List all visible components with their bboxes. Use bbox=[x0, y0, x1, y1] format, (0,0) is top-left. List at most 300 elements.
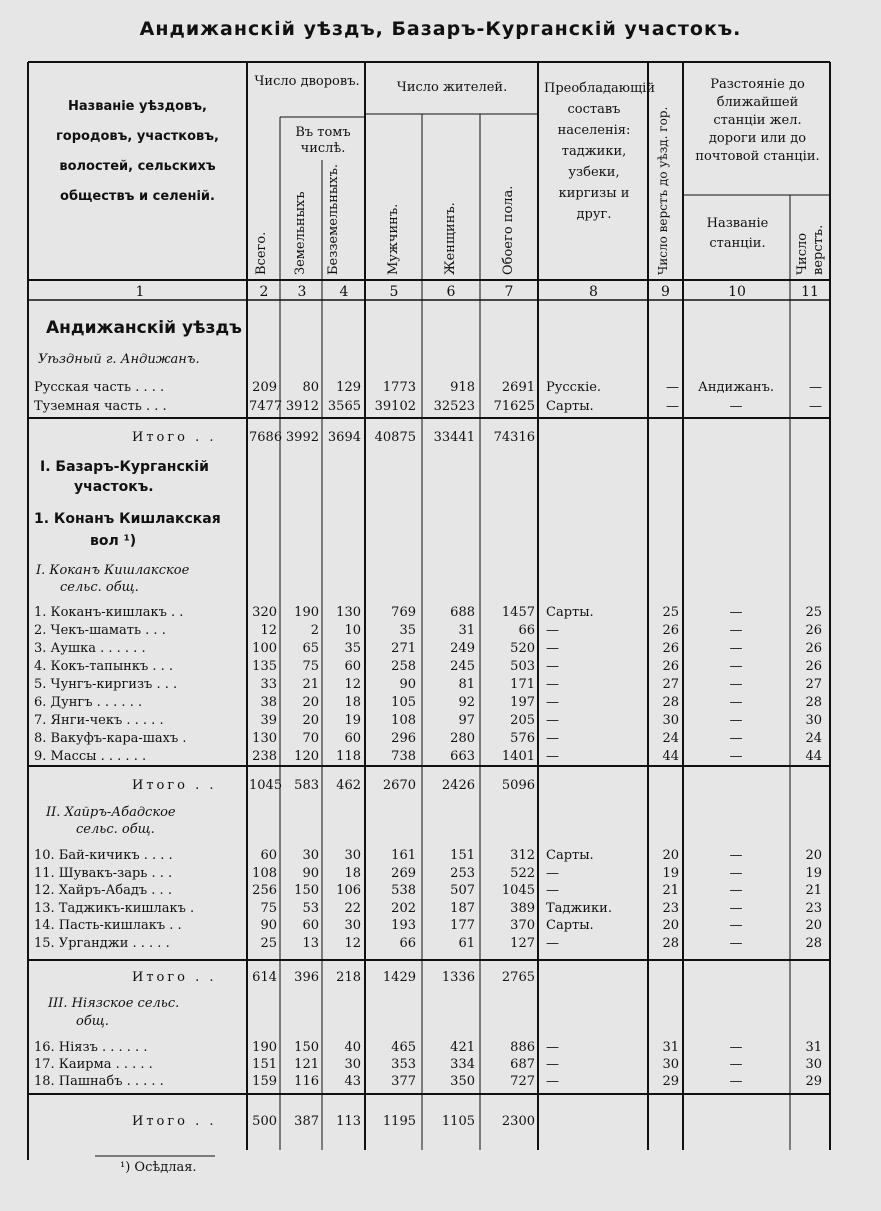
header-landed: Земельныхъ bbox=[293, 191, 308, 275]
cell-col-4: 35 bbox=[344, 641, 361, 656]
row-name: 12. Хайръ-Абадъ . . . bbox=[34, 883, 172, 898]
cell-col-2: 60 bbox=[260, 848, 277, 863]
cell-col-6: 187 bbox=[450, 900, 475, 916]
header-both: Обоего пола. bbox=[501, 185, 516, 275]
cell-col-3: 90 bbox=[302, 865, 319, 881]
header-name-line3: волостей, сельскихъ bbox=[59, 159, 216, 174]
cell-col-9: 20 bbox=[662, 918, 679, 933]
colnum-3: 3 bbox=[297, 284, 307, 300]
cell-col-7: 2691 bbox=[501, 380, 535, 395]
cell-col-7: 503 bbox=[510, 659, 535, 674]
header-name-line2: городовъ, участковъ, bbox=[56, 129, 219, 144]
table-row bbox=[0, 605, 881, 621]
cell-col-9: 26 bbox=[662, 623, 679, 638]
cell-col-3: 65 bbox=[302, 641, 319, 656]
total-row bbox=[0, 430, 881, 446]
cell-col-8: — bbox=[546, 641, 559, 656]
cell-col-2: 130 bbox=[252, 731, 277, 746]
cell-col-6: 918 bbox=[450, 380, 475, 395]
cell-col-3: 3992 bbox=[285, 430, 319, 445]
cell-col-6: 2426 bbox=[441, 778, 475, 793]
colnum-7: 7 bbox=[504, 284, 514, 300]
header-women: Женщинъ. bbox=[443, 202, 458, 275]
row-name: 10. Бай-кичикъ . . . . bbox=[34, 848, 173, 863]
cell-col-3: 396 bbox=[294, 970, 319, 985]
cell-col-7: 1045 bbox=[501, 883, 535, 898]
cell-col-5: 271 bbox=[391, 641, 416, 656]
cell-col-6: 688 bbox=[450, 605, 475, 620]
cell-col-3: 75 bbox=[302, 659, 319, 674]
header-name-line4: обществъ и селеній. bbox=[60, 189, 215, 204]
table-row bbox=[0, 399, 881, 415]
uchastok-title-line1: I. Базаръ-Курганскій bbox=[40, 459, 209, 475]
cell-col-11: 29 bbox=[805, 1074, 822, 1089]
cell-col-2: 7477 bbox=[249, 399, 283, 414]
footnote: ¹) Осѣдлая. bbox=[120, 1160, 197, 1175]
cell-col-9: 31 bbox=[662, 1040, 679, 1055]
cell-col-9: — bbox=[666, 380, 679, 395]
cell-col-4: 30 bbox=[344, 1057, 361, 1072]
cell-col-10: — bbox=[729, 900, 743, 916]
cell-col-2: 38 bbox=[260, 695, 277, 710]
cell-col-3: 2 bbox=[310, 623, 319, 638]
cell-col-8: — bbox=[546, 659, 559, 674]
cell-col-10: — bbox=[729, 713, 743, 728]
cell-col-9: 25 bbox=[662, 605, 679, 620]
table-row bbox=[0, 901, 881, 917]
cell-col-11: 21 bbox=[805, 883, 822, 898]
row-name: 4. Кокъ-тапынкъ . . . bbox=[34, 659, 174, 674]
volost-title-line2: вол ¹) bbox=[90, 533, 137, 549]
header-including: Въ томъ числѣ. bbox=[295, 125, 351, 156]
colnum-8: 8 bbox=[589, 284, 598, 300]
cell-col-8: — bbox=[546, 695, 559, 710]
cell-col-6: 245 bbox=[450, 659, 475, 674]
cell-col-8: Сарты. bbox=[546, 605, 594, 620]
cell-col-5: 377 bbox=[391, 1074, 416, 1089]
cell-col-10: — bbox=[729, 935, 743, 951]
uchastok-title-line2: участокъ. bbox=[74, 479, 154, 495]
volost-title-line1: 1. Конанъ Кишлакская bbox=[34, 511, 221, 527]
cell-col-5: 39102 bbox=[374, 399, 416, 414]
cell-col-4: 118 bbox=[336, 749, 361, 764]
table-row bbox=[0, 1040, 881, 1056]
cell-col-8: Сарты. bbox=[546, 918, 594, 933]
cell-col-10: — bbox=[729, 918, 743, 933]
cell-col-6: 1105 bbox=[441, 1114, 475, 1129]
cell-col-9: 28 bbox=[662, 935, 679, 951]
cell-col-6: 151 bbox=[450, 848, 475, 863]
cell-col-9: 20 bbox=[662, 848, 679, 863]
cell-col-6: 663 bbox=[450, 749, 475, 764]
row-name: 9. Массы . . . . . . bbox=[34, 749, 147, 764]
obsh1-title-line1: I. Коканъ Кишлакское bbox=[36, 563, 190, 578]
header-distance: Разстояніе до ближайшей станціи жел. дороги или до почтовой станціи. bbox=[695, 77, 820, 164]
header-versts: Число верстъ. bbox=[795, 224, 826, 275]
cell-col-8: Сарты. bbox=[546, 848, 594, 863]
colnum-9: 9 bbox=[661, 284, 670, 300]
cell-col-8: Таджики. bbox=[546, 900, 612, 916]
cell-col-8: Сарты. bbox=[546, 399, 594, 414]
row-name: 15. Урганджи . . . . . bbox=[34, 935, 170, 951]
cell-col-7: 1457 bbox=[501, 605, 535, 620]
header-composition: Преобладающій составъ населенія: таджики, узбеки, киргизы и друг. bbox=[544, 81, 655, 222]
cell-col-9: 26 bbox=[662, 659, 679, 674]
table-row bbox=[0, 641, 881, 657]
cell-col-3: 30 bbox=[302, 848, 319, 863]
table-row bbox=[0, 1074, 881, 1090]
table-row bbox=[0, 713, 881, 729]
header-residents: Число жителей. bbox=[396, 80, 508, 95]
cell-col-11: 44 bbox=[805, 749, 822, 764]
cell-col-2: 238 bbox=[252, 749, 277, 764]
cell-col-2: 90 bbox=[260, 918, 277, 933]
cell-col-2: 25 bbox=[260, 935, 277, 951]
cell-col-7: 389 bbox=[510, 900, 535, 916]
cell-col-8: — bbox=[546, 1074, 559, 1089]
table-row bbox=[0, 659, 881, 675]
cell-col-6: 421 bbox=[450, 1040, 475, 1055]
row-name: 7. Янги-чекъ . . . . . bbox=[34, 713, 164, 728]
table-row bbox=[0, 731, 881, 747]
cell-col-4: 3565 bbox=[327, 399, 361, 414]
cell-col-10: — bbox=[729, 623, 743, 638]
cell-col-3: 21 bbox=[302, 677, 319, 692]
cell-col-8: — bbox=[546, 749, 559, 764]
table-row bbox=[0, 677, 881, 693]
cell-col-4: 40 bbox=[344, 1040, 361, 1055]
header-landless: Безземельныхъ. bbox=[326, 163, 341, 275]
cell-col-4: 12 bbox=[344, 935, 361, 951]
cell-col-4: 18 bbox=[344, 865, 361, 881]
cell-col-11: 30 bbox=[805, 713, 822, 728]
cell-col-10: — bbox=[729, 677, 743, 692]
cell-col-6: 334 bbox=[450, 1057, 475, 1072]
row-name: 11. Шувакъ-зарь . . . bbox=[34, 865, 173, 881]
colnum-4: 4 bbox=[339, 284, 349, 300]
cell-col-5: 769 bbox=[391, 605, 416, 620]
cell-col-8: — bbox=[546, 731, 559, 746]
cell-col-8: — bbox=[546, 883, 559, 898]
cell-col-7: 312 bbox=[510, 848, 535, 863]
cell-col-2: 75 bbox=[260, 900, 277, 916]
uezd-title: Андижанскій уѣздъ bbox=[46, 318, 242, 338]
cell-col-8: Русскіе. bbox=[546, 380, 602, 395]
cell-col-5: 1773 bbox=[382, 380, 416, 395]
cell-col-7: 522 bbox=[510, 865, 535, 881]
total-row bbox=[0, 1114, 881, 1130]
cell-col-6: 81 bbox=[458, 677, 475, 692]
cell-col-5: 296 bbox=[391, 731, 416, 746]
total-label: Итого . . bbox=[132, 1114, 217, 1129]
cell-col-9: 30 bbox=[662, 713, 679, 728]
table-row bbox=[0, 380, 881, 396]
obsh3-title-line1: III. Ніязское сельс. bbox=[48, 996, 180, 1011]
cell-col-4: 12 bbox=[344, 677, 361, 692]
cell-col-10: — bbox=[729, 865, 743, 881]
cell-col-2: 159 bbox=[252, 1074, 277, 1089]
colnum-2: 2 bbox=[259, 284, 269, 300]
cell-col-2: 7686 bbox=[249, 430, 283, 445]
cell-col-7: 2765 bbox=[501, 970, 535, 985]
cell-col-7: 171 bbox=[510, 677, 535, 692]
cell-col-7: 576 bbox=[510, 731, 535, 746]
row-name: 5. Чунгъ-киргизъ . . . bbox=[34, 677, 178, 692]
cell-col-5: 108 bbox=[391, 713, 416, 728]
table-row bbox=[0, 749, 881, 765]
cell-col-6: 253 bbox=[450, 865, 475, 881]
total-label: Итого . . bbox=[132, 970, 217, 985]
cell-col-7: 74316 bbox=[493, 430, 535, 445]
cell-col-7: 127 bbox=[510, 935, 535, 951]
cell-col-8: — bbox=[546, 677, 559, 692]
cell-col-3: 121 bbox=[294, 1057, 319, 1072]
cell-col-2: 614 bbox=[252, 970, 277, 985]
cell-col-7: 727 bbox=[510, 1074, 535, 1089]
table-row bbox=[0, 848, 881, 864]
total-label: Итого . . bbox=[132, 778, 217, 793]
cell-col-10: — bbox=[729, 1057, 743, 1072]
cell-col-4: 22 bbox=[344, 900, 361, 916]
table-row bbox=[0, 918, 881, 934]
colnum-6: 6 bbox=[446, 284, 456, 300]
table-row bbox=[0, 695, 881, 711]
cell-col-11: 20 bbox=[805, 918, 822, 933]
cell-col-3: 190 bbox=[294, 605, 319, 620]
cell-col-7: 370 bbox=[510, 918, 535, 933]
cell-col-11: 25 bbox=[805, 605, 822, 620]
total-row bbox=[0, 778, 881, 794]
cell-col-11: 23 bbox=[805, 900, 822, 916]
cell-col-9: — bbox=[666, 399, 679, 414]
cell-col-11: — bbox=[809, 399, 822, 414]
cell-col-10: Андижанъ. bbox=[698, 380, 774, 395]
cell-col-7: 197 bbox=[510, 695, 535, 710]
cell-col-5: 193 bbox=[391, 918, 416, 933]
cell-col-7: 2300 bbox=[501, 1114, 535, 1129]
cell-col-2: 12 bbox=[260, 623, 277, 638]
cell-col-6: 507 bbox=[450, 883, 475, 898]
cell-col-11: 27 bbox=[805, 677, 822, 692]
city-title: Уѣздный г. Андижанъ. bbox=[38, 352, 200, 367]
cell-col-10: — bbox=[729, 659, 743, 674]
cell-col-5: 258 bbox=[391, 659, 416, 674]
cell-col-10: — bbox=[729, 605, 743, 620]
table-row bbox=[0, 866, 881, 882]
cell-col-6: 177 bbox=[450, 918, 475, 933]
cell-col-8: — bbox=[546, 865, 559, 881]
cell-col-10: — bbox=[729, 399, 743, 414]
cell-col-11: 26 bbox=[805, 641, 822, 656]
cell-col-2: 209 bbox=[252, 380, 277, 395]
obsh3-title-line2: общ. bbox=[76, 1014, 109, 1029]
cell-col-4: 106 bbox=[336, 883, 361, 898]
cell-col-5: 1195 bbox=[382, 1114, 416, 1129]
cell-col-9: 26 bbox=[662, 641, 679, 656]
cell-col-4: 18 bbox=[344, 695, 361, 710]
cell-col-4: 113 bbox=[336, 1114, 361, 1129]
table-row bbox=[0, 883, 881, 899]
cell-col-9: 19 bbox=[662, 865, 679, 881]
cell-col-5: 2670 bbox=[382, 778, 416, 793]
cell-col-4: 462 bbox=[336, 778, 361, 793]
cell-col-4: 60 bbox=[344, 659, 361, 674]
cell-col-5: 269 bbox=[391, 865, 416, 881]
cell-col-5: 738 bbox=[391, 749, 416, 764]
cell-col-7: 66 bbox=[518, 623, 535, 638]
colnum-10: 10 bbox=[728, 284, 746, 300]
cell-col-11: 26 bbox=[805, 659, 822, 674]
cell-col-6: 31 bbox=[458, 623, 475, 638]
cell-col-3: 583 bbox=[294, 778, 319, 793]
cell-col-10: — bbox=[729, 641, 743, 656]
cell-col-3: 20 bbox=[302, 713, 319, 728]
cell-col-11: 28 bbox=[805, 935, 822, 951]
cell-col-7: 71625 bbox=[493, 399, 535, 414]
cell-col-3: 116 bbox=[294, 1074, 319, 1089]
cell-col-8: — bbox=[546, 935, 559, 951]
cell-col-3: 387 bbox=[294, 1114, 319, 1129]
cell-col-2: 108 bbox=[252, 865, 277, 881]
cell-col-5: 90 bbox=[399, 677, 416, 692]
cell-col-10: — bbox=[729, 731, 743, 746]
cell-col-4: 130 bbox=[336, 605, 361, 620]
cell-col-9: 24 bbox=[662, 731, 679, 746]
header-men: Мужчинъ. bbox=[386, 203, 401, 275]
cell-col-5: 105 bbox=[391, 695, 416, 710]
cell-col-8: — bbox=[546, 623, 559, 638]
cell-col-10: — bbox=[729, 695, 743, 710]
cell-col-2: 256 bbox=[252, 883, 277, 898]
cell-col-7: 205 bbox=[510, 713, 535, 728]
row-name: 16. Ніязъ . . . . . . bbox=[34, 1040, 148, 1055]
header-station-name: Названіе станціи. bbox=[706, 216, 769, 251]
header-households: Число дворовъ. bbox=[254, 74, 360, 89]
row-name: 13. Таджикъ-кишлакъ . bbox=[34, 900, 195, 916]
header-total: Всего. bbox=[254, 231, 269, 275]
total-label: Итого . . bbox=[132, 430, 217, 445]
cell-col-2: 151 bbox=[252, 1057, 277, 1072]
cell-col-4: 60 bbox=[344, 731, 361, 746]
cell-col-3: 20 bbox=[302, 695, 319, 710]
cell-col-11: 19 bbox=[805, 865, 822, 881]
cell-col-3: 70 bbox=[302, 731, 319, 746]
row-name: 8. Вакуфъ-кара-шахъ . bbox=[34, 731, 187, 746]
cell-col-6: 61 bbox=[458, 935, 475, 951]
row-name: 2. Чекъ-шамать . . . bbox=[34, 623, 166, 638]
table-row bbox=[0, 1057, 881, 1073]
table-row bbox=[0, 936, 881, 952]
cell-col-5: 40875 bbox=[374, 430, 416, 445]
cell-col-6: 249 bbox=[450, 641, 475, 656]
cell-col-6: 32523 bbox=[433, 399, 475, 414]
cell-col-5: 353 bbox=[391, 1057, 416, 1072]
cell-col-4: 30 bbox=[344, 848, 361, 863]
cell-col-4: 129 bbox=[336, 380, 361, 395]
row-name: Русская часть . . . . bbox=[34, 380, 165, 395]
cell-col-9: 27 bbox=[662, 677, 679, 692]
cell-col-5: 538 bbox=[391, 883, 416, 898]
header-name-col bbox=[30, 92, 245, 212]
cell-col-2: 33 bbox=[260, 677, 277, 692]
cell-col-6: 92 bbox=[458, 695, 475, 710]
cell-col-11: 28 bbox=[805, 695, 822, 710]
table-row bbox=[0, 623, 881, 639]
cell-col-2: 500 bbox=[252, 1114, 277, 1129]
row-name: 6. Дунгъ . . . . . . bbox=[34, 695, 143, 710]
cell-col-7: 5096 bbox=[501, 778, 535, 793]
obsh2-title-line1: II. Хайръ-Абадское bbox=[46, 805, 176, 820]
cell-col-8: — bbox=[546, 1040, 559, 1055]
cell-col-5: 465 bbox=[391, 1040, 416, 1055]
cell-col-10: — bbox=[729, 1040, 743, 1055]
cell-col-3: 3912 bbox=[285, 399, 319, 414]
cell-col-2: 320 bbox=[252, 605, 277, 620]
row-name: 18. Пашнабъ . . . . . bbox=[34, 1074, 164, 1089]
cell-col-3: 80 bbox=[302, 380, 319, 395]
cell-col-7: 520 bbox=[510, 641, 535, 656]
colnum-11: 11 bbox=[801, 284, 819, 300]
row-name: 1. Коканъ-кишлакъ . . bbox=[34, 605, 184, 620]
page-title: Андижанскій уѣздъ, Базаръ-Курганскій участокъ. bbox=[139, 18, 742, 40]
cell-col-2: 135 bbox=[252, 659, 277, 674]
cell-col-8: — bbox=[546, 1057, 559, 1072]
cell-col-11: 20 bbox=[805, 848, 822, 863]
cell-col-9: 44 bbox=[662, 749, 679, 764]
cell-col-9: 30 bbox=[662, 1057, 679, 1072]
cell-col-2: 39 bbox=[260, 713, 277, 728]
cell-col-5: 1429 bbox=[382, 970, 416, 985]
row-name: 17. Каирма . . . . . bbox=[34, 1057, 153, 1072]
cell-col-4: 19 bbox=[344, 713, 361, 728]
cell-col-4: 3694 bbox=[327, 430, 361, 445]
cell-col-9: 29 bbox=[662, 1074, 679, 1089]
cell-col-3: 150 bbox=[294, 1040, 319, 1055]
cell-col-5: 35 bbox=[399, 623, 416, 638]
header-name-line1: Названіе уѣздовъ, bbox=[68, 99, 207, 114]
cell-col-11: 31 bbox=[805, 1040, 822, 1055]
cell-col-11: — bbox=[809, 380, 822, 395]
obsh2-title-line2: сельс. общ. bbox=[76, 822, 155, 837]
cell-col-2: 1045 bbox=[249, 778, 283, 793]
cell-col-4: 43 bbox=[344, 1074, 361, 1089]
cell-col-11: 24 bbox=[805, 731, 822, 746]
cell-col-5: 202 bbox=[391, 900, 416, 916]
cell-col-6: 33441 bbox=[433, 430, 475, 445]
cell-col-10: — bbox=[729, 848, 743, 863]
cell-col-3: 13 bbox=[302, 935, 319, 951]
total-row bbox=[0, 970, 881, 986]
cell-col-10: — bbox=[729, 749, 743, 764]
cell-col-4: 10 bbox=[344, 623, 361, 638]
cell-col-3: 53 bbox=[302, 900, 319, 916]
cell-col-2: 100 bbox=[252, 641, 277, 656]
cell-col-6: 1336 bbox=[441, 970, 475, 985]
row-name: 3. Аушка . . . . . . bbox=[34, 641, 146, 656]
cell-col-9: 23 bbox=[662, 900, 679, 916]
cell-col-8: — bbox=[546, 713, 559, 728]
cell-col-4: 218 bbox=[336, 970, 361, 985]
cell-col-6: 350 bbox=[450, 1074, 475, 1089]
cell-col-3: 150 bbox=[294, 883, 319, 898]
cell-col-7: 1401 bbox=[501, 749, 535, 764]
cell-col-7: 886 bbox=[510, 1040, 535, 1055]
cell-col-6: 280 bbox=[450, 731, 475, 746]
cell-col-3: 120 bbox=[294, 749, 319, 764]
cell-col-10: — bbox=[729, 883, 743, 898]
cell-col-5: 66 bbox=[399, 935, 416, 951]
cell-col-11: 30 bbox=[805, 1057, 822, 1072]
